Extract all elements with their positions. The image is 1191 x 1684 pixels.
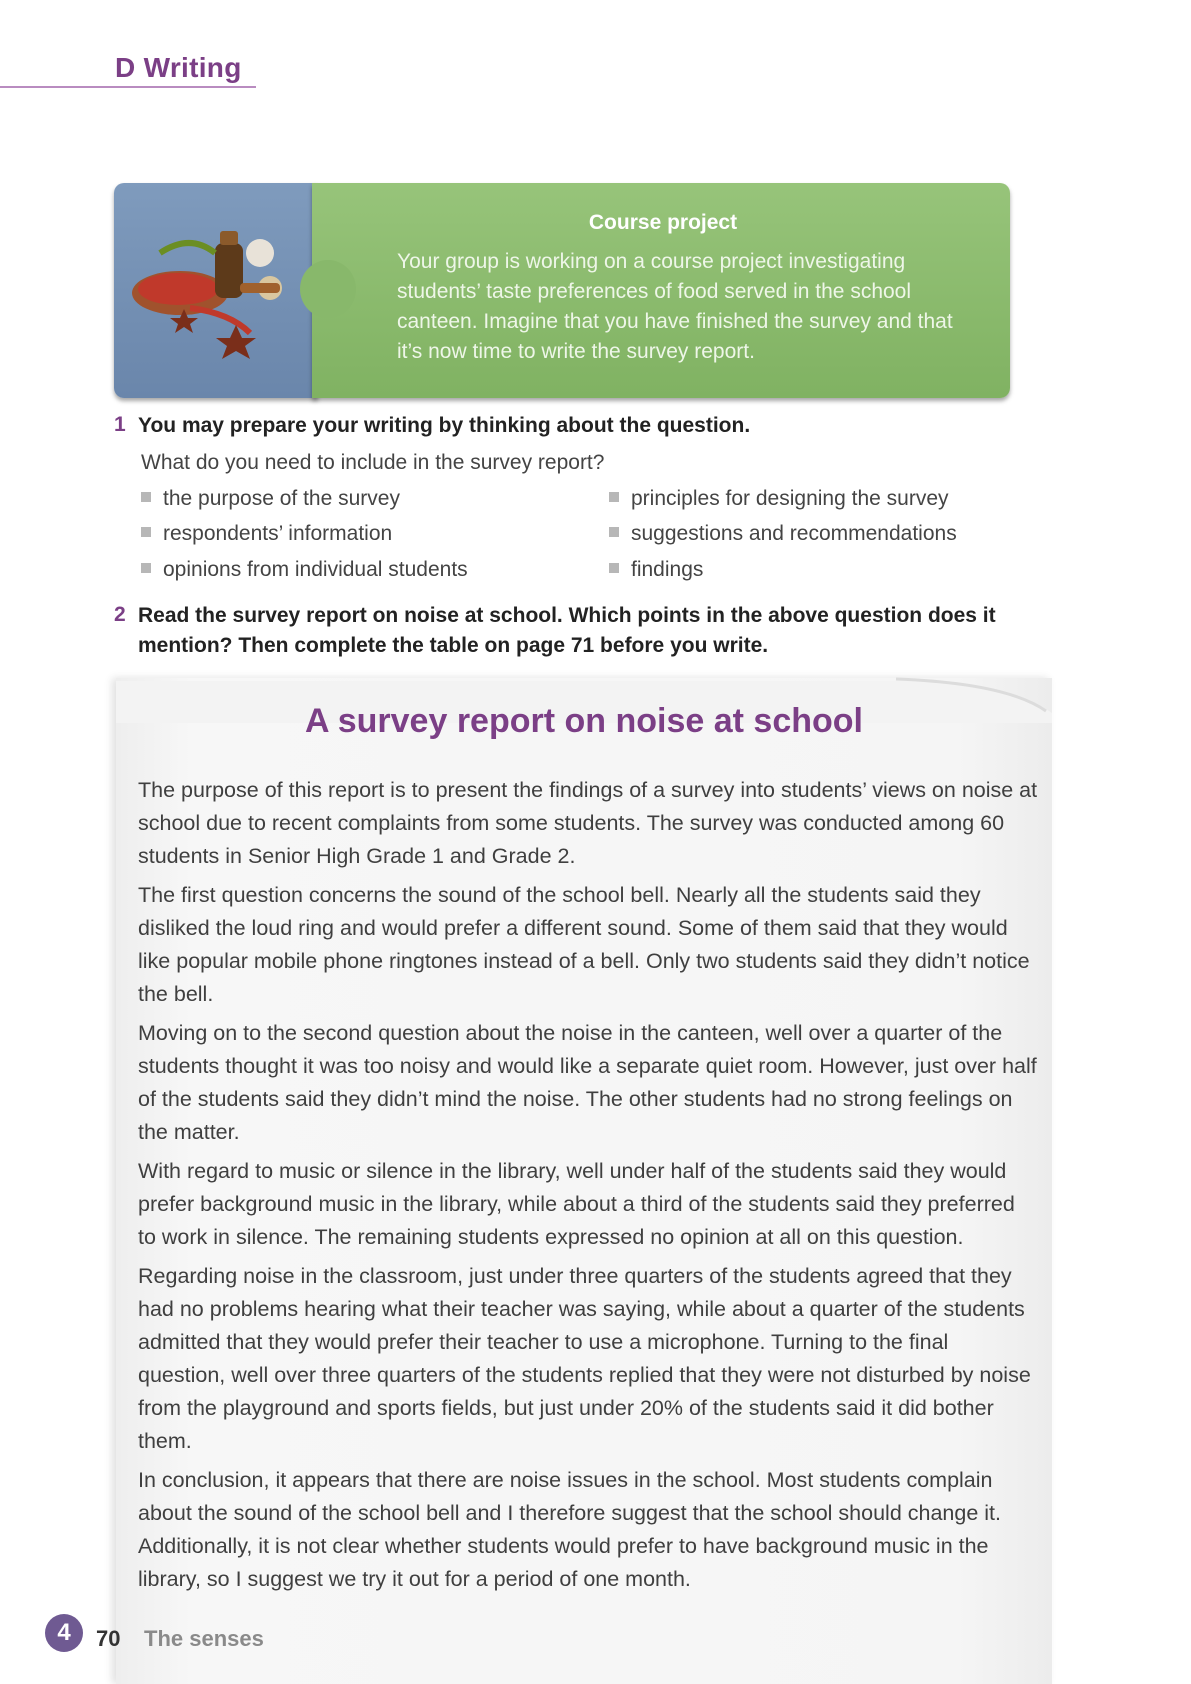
question-2-number: 2: [114, 603, 126, 626]
option-item: suggestions and recommendations: [609, 519, 957, 549]
bullet-icon: [609, 563, 619, 573]
course-project-box: [114, 183, 1010, 398]
bullet-icon: [141, 563, 151, 573]
bullet-icon: [141, 527, 151, 537]
puzzle-knob: [300, 260, 356, 318]
course-project-title: Course project: [588, 211, 738, 234]
report-paragraph: The purpose of this report is to present the findings of a survey into students’ views on noise at school due to recent complaints from some students. The survey was conducted among 60 students in Senior High Grade 1 and Grade 2.: [138, 778, 1038, 868]
question-1-sub: What do you need to include in the survey report?: [141, 451, 605, 474]
report-body: [138, 774, 1038, 1602]
spices-illustration: [120, 213, 290, 363]
report-paragraph: The first question concerns the sound of the school bell. Nearly all the students said they disliked the loud ring and would prefer a different sound. Some of them said that they would like popular mobile phone ringtones instead of a bell. Only two students said they didn’t notice the bell.: [138, 883, 1030, 1006]
question-1-prompt: You may prepare your writing by thinking about the question.: [138, 414, 751, 437]
option-item: respondents’ information: [141, 519, 392, 549]
puzzle-piece-image: [114, 183, 318, 398]
option-item: findings: [609, 555, 703, 585]
unit-title: The senses: [144, 1626, 264, 1651]
report-paragraph: Moving on to the second question about the noise in the canteen, well over a quarter of the students thought it was too noisy and would like a separate quiet room. However, just over half of the students said they didn’t mind the noise. The other students had no strong feelings on the matter.: [138, 1021, 1037, 1144]
option-item: principles for designing the survey: [609, 484, 949, 514]
course-project-text: Your group is working on a course project investigating students’ taste preferences of food served in the school canteen. Imagine that you have finished the survey and that it’s now time to write the survey report.: [397, 250, 953, 363]
unit-badge: 4: [45, 1614, 83, 1652]
bullet-icon: [141, 492, 151, 502]
report-paragraph: In conclusion, it appears that there are noise issues in the school. Most students complain about the sound of the school bell and I therefore suggest that the school should change it. Additionally, it is not clear whether students would prefer to have background music in the library, so I suggest we try it out for a period of one month.: [138, 1468, 1001, 1591]
section-heading: D Writing: [115, 52, 242, 83]
bullet-icon: [609, 527, 619, 537]
option-item: the purpose of the survey: [141, 484, 400, 514]
section-rule: [0, 86, 256, 88]
question-2-line-2: mention? Then complete the table on page 71 before you write.: [138, 634, 769, 657]
report-title: A survey report on noise at school: [305, 702, 863, 740]
option-item: opinions from individual students: [141, 555, 468, 585]
question-1-number: 1: [114, 413, 126, 436]
bullet-icon: [609, 492, 619, 502]
question-2-line-1: Read the survey report on noise at school. Which points in the above question does it: [138, 604, 996, 627]
report-paragraph: With regard to music or silence in the library, well under half of the students said they would prefer background music in the library, while about a third of the students said they preferred to work in silence. The remaining students expressed no opinion at all on this question.: [138, 1159, 1015, 1249]
page-number: 70: [96, 1626, 121, 1651]
report-paragraph: Regarding noise in the classroom, just under three quarters of the students agreed that they had no problems hearing what their teacher was saying, while about a quarter of the students admitted that they would prefer their teacher to use a microphone. Turning to the final question, well over three quarters of the students replied that they were not disturbed by noise from the playground and sports fields, but just under 20% of the students said it did bother them.: [138, 1264, 1031, 1453]
